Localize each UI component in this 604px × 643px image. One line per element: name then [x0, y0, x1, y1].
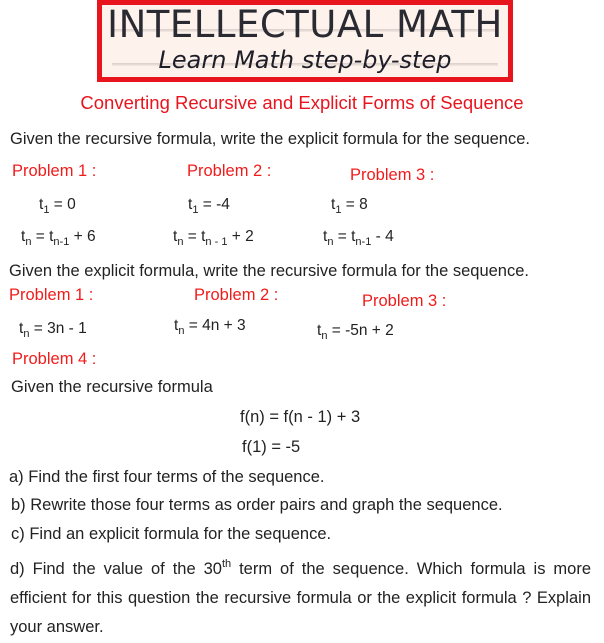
- section2-instruction: Given the explicit formula, write the recursive formula for the sequence.: [9, 262, 529, 280]
- problem4-part-a: a) Find the first four terms of the sequence.: [9, 468, 325, 486]
- problem4-formula-initial: f(1) = -5: [242, 438, 301, 456]
- s2-problem3-label: Problem 3 :: [362, 292, 447, 310]
- s1-problem2-recursive: $t_n = t_{n - 1} + 2$: [173, 228, 254, 248]
- brand-title: INTELLECTUAL MATH: [107, 3, 503, 46]
- s1-problem3-recursive: $t_n = t_{n-1} - 4$: [323, 228, 394, 248]
- problem4-intro: Given the recursive formula: [11, 378, 213, 396]
- s1-problem2-label: Problem 2 :: [187, 162, 272, 180]
- s2-problem3-explicit: $t_n = -5n + 2$: [317, 322, 394, 342]
- problem4-formula-recursive: f(n) = f(n - 1) + 3: [240, 408, 361, 426]
- s1-problem1-label: Problem 1 :: [12, 162, 97, 180]
- page-title: Converting Recursive and Explicit Forms of Sequence: [80, 92, 524, 113]
- s2-problem1-explicit: $t_n = 3n - 1$: [19, 320, 87, 340]
- s2-problem2-label: Problem 2 :: [194, 286, 279, 304]
- s1-problem3-first-term: $t_1 = 8$: [331, 196, 368, 216]
- s1-problem1-recursive: $t_n = t_{n-1} + 6$: [21, 228, 96, 248]
- s1-problem1-first-term: $t_1 = 0$: [39, 196, 76, 216]
- site-banner: [97, 0, 513, 82]
- problem4-part-b: b) Rewrite those four terms as order pairs and graph the sequence.: [11, 496, 503, 514]
- problem4-part-c: c) Find an explicit formula for the sequence.: [11, 525, 332, 543]
- s1-problem3-label: Problem 3 :: [350, 166, 435, 184]
- brand-subtitle: Learn Math step-by-step: [158, 46, 452, 74]
- s1-problem2-first-term: $t_1 = -4$: [188, 196, 230, 216]
- problem4-label: Problem 4 :: [12, 350, 97, 368]
- section1-instruction: Given the recursive formula, write the explicit formula for the sequence.: [10, 130, 530, 148]
- s2-problem1-label: Problem 1 :: [9, 286, 94, 304]
- s2-problem2-explicit: $t_n = 4n + 3$: [174, 317, 246, 337]
- problem4-part-d: d) Find the value of the 30th term of the sequence. Which formula is more efficient for this question the recursive formula or the explicit formula ? Explain your answer.: [10, 558, 591, 636]
